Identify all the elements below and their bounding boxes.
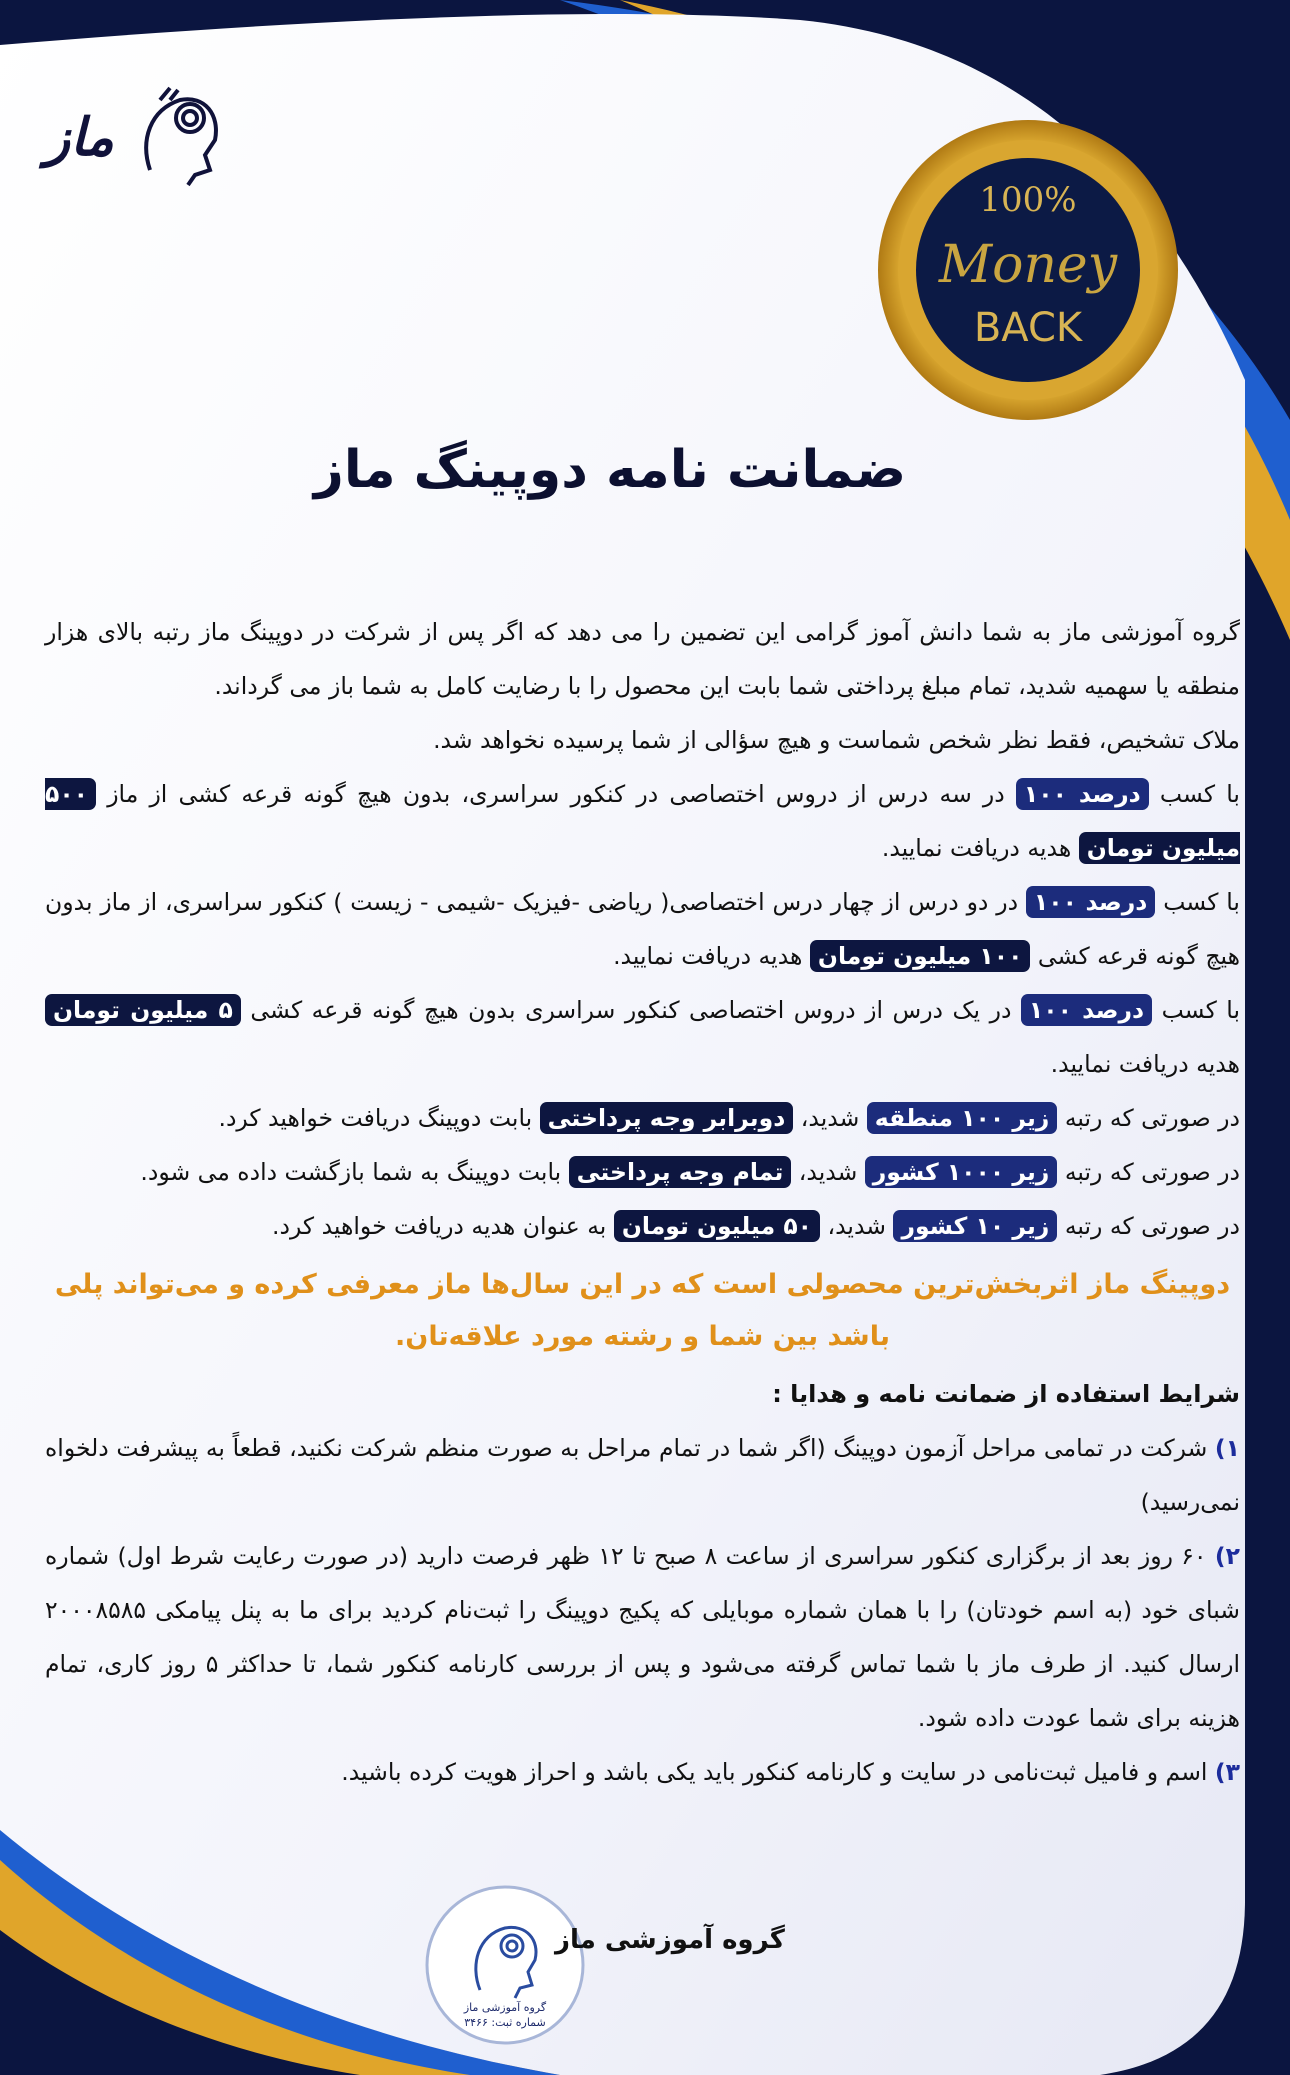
reward-item: با کسب درصد ۱۰۰ در سه درس از دروس اختصاصی در کنکور سراسری، بدون هیچ گونه قرعه کشی از ماز ۵۰۰ میلیون تومان هدیه دریافت نمایید. <box>45 780 1240 862</box>
brand-logo-text: ماز <box>45 108 114 168</box>
intro-criteria: ملاک تشخیص، فقط نظر شخص شماست و هیچ سؤالی از شما پرسیده نخواهد شد. <box>433 726 1240 754</box>
stamp-line-2: شماره ثبت: ۳۴۶۶ <box>464 2016 546 2029</box>
page-title: ضمانت نامه دوپینگ ماز <box>313 440 907 500</box>
money-back-badge <box>878 140 1178 440</box>
rank-reward: دوبرابر وجه پرداختی <box>540 1102 794 1134</box>
reward-highlight: درصد ۱۰۰ <box>1026 886 1155 918</box>
rank-reward: ۵۰ میلیون تومان <box>614 1210 820 1242</box>
intro-paragraph: گروه آموزشی ماز به شما دانش آموز گرامی این تضمین را می دهد که اگر پس از شرکت در دوپینگ ماز رتبه بالای هزار منطقه یا سهمیه شدید، تمام مبلغ پرداختی شما بابت این محصول را با رضایت کامل به شما باز می گرداند. <box>45 618 1240 700</box>
reward-item: با کسب درصد ۱۰۰ در یک درس از دروس اختصاصی کنکور سراسری بدون هیچ گونه قرعه کشی ۵ میلیون تومان هدیه دریافت نمایید. <box>45 983 1240 1091</box>
stamp-line-1: گروه آموزشی ماز <box>463 2001 547 2014</box>
rank-item: در صورتی که رتبه زیر ۱۰ کشور شدید، ۵۰ میلیون تومان به عنوان هدیه دریافت خواهید کرد. <box>272 1212 1240 1240</box>
rank-highlight: زیر ۱۰۰۰ کشور <box>865 1156 1058 1188</box>
stamp-text <box>430 2000 580 2030</box>
conditions-title: شرایط استفاده از ضمانت نامه و هدایا : <box>772 1380 1240 1408</box>
reward-amount: ۵۰۰ میلیون تومان <box>45 780 1240 862</box>
condition-item: ۱) شرکت در تمامی مراحل آزمون دوپینگ (اگر شما در تمام مراحل به صورت منظم شرکت نکنید، قطعاً به پیشرفت دلخواه نمی‌رسید) <box>45 1434 1240 1516</box>
condition-item: ۳) اسم و فامیل ثبت‌نامی در سایت و کارنامه کنکور باید یکی باشد و احراز هویت کرده باشید. <box>341 1758 1240 1786</box>
badge-percent: 100% <box>979 180 1077 220</box>
reward-amount: ۵ میلیون تومان <box>45 994 241 1026</box>
reward-item: با کسب درصد ۱۰۰ در دو درس از چهار درس اختصاصی( ریاضی -فیزیک -شیمی - زیست ) کنکور سراسری، از ماز بدون هیچ گونه قرعه کشی ۱۰۰ میلیون تومان هدیه دریافت نمایید. <box>45 888 1240 970</box>
guarantee-body <box>45 605 1240 1799</box>
rank-highlight: زیر ۱۰۰ منطقه <box>867 1102 1058 1134</box>
badge-money: Money <box>938 235 1118 295</box>
condition-item: ۲) ۶۰ روز بعد از برگزاری کنکور سراسری از ساعت ۸ صبح تا ۱۲ ظهر فرصت دارید (در صورت رعایت شرط اول) شماره شبای خود (به اسم خودتان) را با همان شماره موبایلی که پکیج دوپینگ را ثبت‌نام کردید برای ما به پنل پیامکی ۲۰۰۰۸۵۸۵ ارسال کنید. از طرف ماز با شما تماس گرفته می‌شود و پس از بررسی کارنامه کنکور شما، تا حداکثر ۵ روز کاری، تمام هزینه برای شما عودت داده شود. <box>45 1542 1240 1732</box>
rank-reward: تمام وجه پرداختی <box>569 1156 792 1188</box>
rank-item: در صورتی که رتبه زیر ۱۰۰۰ کشور شدید، تمام وجه پرداختی بابت دوپینگ به شما بازگشت داده می شود. <box>140 1158 1240 1186</box>
promo-highlight: دوپینگ ماز اثربخش‌ترین محصولی است که در این سال‌ها ماز معرفی کرده و می‌تواند پلی باشد بین شما و رشته مورد علاقه‌تان. <box>54 1269 1231 1352</box>
footer-label: گروه آموزشی ماز <box>555 1925 785 1955</box>
reward-amount: ۱۰۰ میلیون تومان <box>810 940 1031 972</box>
rank-item: در صورتی که رتبه زیر ۱۰۰ منطقه شدید، دوبرابر وجه پرداختی بابت دوپینگ دریافت خواهید کرد. <box>218 1104 1240 1132</box>
rank-highlight: زیر ۱۰ کشور <box>893 1210 1057 1242</box>
badge-back: BACK <box>973 305 1083 351</box>
reward-highlight: درصد ۱۰۰ <box>1016 778 1149 810</box>
reward-highlight: درصد ۱۰۰ <box>1021 994 1152 1026</box>
